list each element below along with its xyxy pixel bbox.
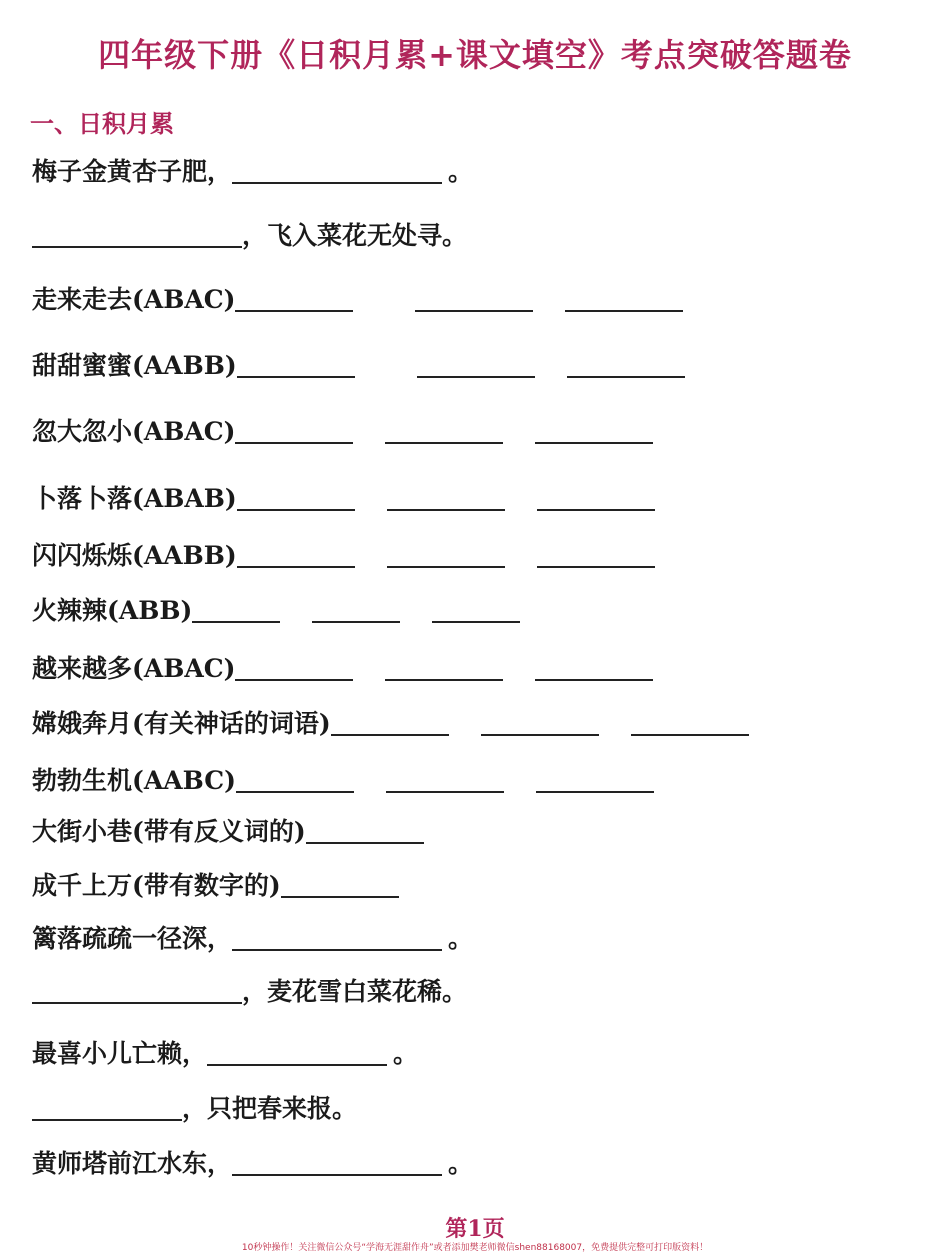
answer-blank[interactable]	[235, 282, 353, 312]
question-text: 最喜小儿亡赖，	[32, 1039, 208, 1068]
question-line-10	[32, 700, 749, 740]
question-line-5	[32, 408, 653, 448]
answer-blank[interactable]	[481, 706, 599, 736]
question-text: 卜落卜落(ABAB)	[32, 484, 237, 513]
question-line-8	[32, 587, 520, 627]
question-text: 勃勃生机(AABC)	[32, 766, 236, 795]
answer-blank[interactable]	[192, 593, 280, 623]
question-line-4	[32, 342, 685, 382]
question-line-13	[32, 862, 399, 902]
answer-blank[interactable]	[387, 481, 505, 511]
question-text: 忽大忽小(ABAC)	[32, 417, 236, 446]
question-text: ，麦花雪白菜花稀。	[242, 977, 468, 1006]
answer-blank[interactable]	[536, 763, 654, 793]
answer-blank[interactable]	[235, 414, 353, 444]
answer-blank[interactable]	[565, 282, 683, 312]
question-end: 。	[448, 1149, 474, 1178]
answer-blank[interactable]	[312, 593, 400, 623]
answer-blank[interactable]	[331, 706, 449, 736]
question-text: 火辣辣(ABB)	[32, 596, 193, 625]
footer-note: 10秒钟操作！关注微信公众号“学海无涯甜作舟”或者添加樊老师微信shen88168007，免费提供完整可打印版资料！	[241, 1243, 709, 1253]
question-line-17	[32, 1085, 357, 1125]
answer-blank[interactable]	[32, 1091, 182, 1121]
question-text: 甜甜蜜蜜(AABB)	[32, 351, 237, 380]
question-line-9	[32, 645, 653, 685]
answer-blank[interactable]	[432, 593, 520, 623]
question-text: 越来越多(ABAC)	[32, 654, 236, 683]
answer-blank[interactable]	[232, 921, 442, 951]
answer-blank[interactable]	[537, 538, 655, 568]
question-line-2	[32, 212, 467, 252]
answer-blank[interactable]	[631, 706, 749, 736]
question-line-1	[32, 148, 473, 188]
answer-blank[interactable]	[386, 763, 504, 793]
question-text: 梅子金黄杏子肥，	[32, 157, 233, 186]
question-line-6	[32, 475, 655, 515]
question-text: 嫦娥奔月(有关神话的词语)	[32, 709, 331, 738]
answer-blank[interactable]	[32, 218, 242, 248]
answer-blank[interactable]	[237, 538, 355, 568]
answer-blank[interactable]	[237, 481, 355, 511]
question-line-14	[32, 915, 473, 955]
question-end: 。	[448, 157, 474, 186]
answer-blank[interactable]	[207, 1036, 387, 1066]
question-text: 黄师塔前江水东，	[32, 1149, 233, 1178]
question-line-12	[32, 808, 424, 848]
page-title: 四年级下册《日积月累+课文填空》考点突破答题卷	[98, 36, 852, 74]
answer-blank[interactable]	[32, 974, 242, 1004]
question-text: 走来走去(ABAC)	[32, 285, 236, 314]
answer-blank[interactable]	[417, 348, 535, 378]
question-text: 大街小巷(带有反义词的)	[32, 817, 306, 846]
answer-blank[interactable]	[567, 348, 685, 378]
question-text: ，只把春来报。	[182, 1094, 358, 1123]
answer-blank[interactable]	[385, 651, 503, 681]
section-title: 一、日积月累	[30, 110, 174, 138]
question-text: ，飞入菜花无处寻。	[242, 221, 468, 250]
answer-blank[interactable]	[232, 154, 442, 184]
question-line-11	[32, 757, 654, 797]
question-line-18	[32, 1140, 473, 1180]
answer-blank[interactable]	[235, 651, 353, 681]
question-line-3	[32, 276, 683, 316]
question-end: 。	[448, 924, 474, 953]
question-text: 闪闪烁烁(AABB)	[32, 541, 237, 570]
answer-blank[interactable]	[415, 282, 533, 312]
answer-blank[interactable]	[535, 414, 653, 444]
answer-blank[interactable]	[281, 868, 399, 898]
answer-blank[interactable]	[306, 814, 424, 844]
answer-blank[interactable]	[537, 481, 655, 511]
answer-blank[interactable]	[236, 763, 354, 793]
question-line-15	[32, 968, 467, 1008]
question-line-16	[32, 1030, 418, 1070]
page-number: 第1页	[445, 1216, 505, 1242]
question-text: 成千上万(带有数字的)	[32, 871, 281, 900]
question-text: 篱落疏疏一径深，	[32, 924, 233, 953]
answer-blank[interactable]	[237, 348, 355, 378]
answer-blank[interactable]	[387, 538, 505, 568]
answer-blank[interactable]	[385, 414, 503, 444]
question-end: 。	[393, 1039, 419, 1068]
answer-blank[interactable]	[232, 1146, 442, 1176]
answer-blank[interactable]	[535, 651, 653, 681]
question-line-7	[32, 532, 655, 572]
